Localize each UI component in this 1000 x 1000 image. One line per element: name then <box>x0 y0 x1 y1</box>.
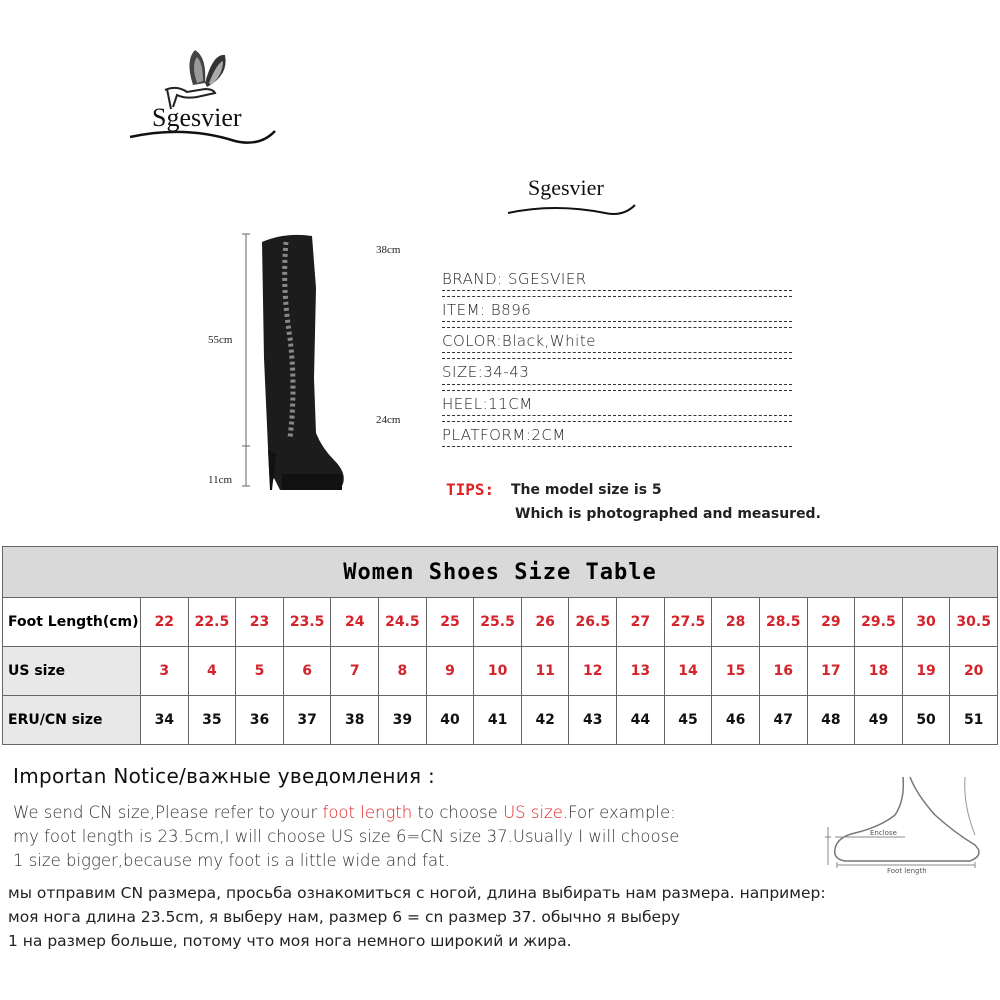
table-cell: 28.5 <box>759 598 807 647</box>
table-cell: 20 <box>950 647 998 696</box>
table-cell: 50 <box>902 696 950 745</box>
spec-heel: HEEL:11CM <box>442 395 533 413</box>
table-cell: 25.5 <box>474 598 522 647</box>
table-cell: 43 <box>569 696 617 745</box>
butterfly-heel-logo <box>125 45 280 155</box>
table-cell: 15 <box>712 647 760 696</box>
table-cell: 38 <box>331 696 379 745</box>
table-cell: 30.5 <box>950 598 998 647</box>
table-cell: 27 <box>617 598 665 647</box>
tips-line-1: The model size is 5 <box>511 482 662 498</box>
spec-divider <box>442 415 792 416</box>
table-cell: 29 <box>807 598 855 647</box>
notice-highlight-us-size: US size <box>503 803 563 822</box>
notice-text: .For example: <box>562 803 676 822</box>
notice-en-line-1 <box>13 803 676 822</box>
table-cell: 35 <box>188 696 236 745</box>
size-table <box>2 546 998 745</box>
tips-label: TIPS: <box>446 480 495 499</box>
table-cell: 4 <box>188 647 236 696</box>
table-cell: 39 <box>379 696 427 745</box>
table-cell: 24 <box>331 598 379 647</box>
spec-divider <box>442 352 792 353</box>
spec-divider <box>442 327 792 328</box>
tips-line-2: Which is photographed and measured. <box>515 506 821 522</box>
notice-ru-line-3: 1 на размер больше, потому что моя нога немного широкий и жира. <box>8 932 572 950</box>
table-cell: 36 <box>236 696 284 745</box>
table-cell: 29.5 <box>855 598 903 647</box>
notice-text: to choose <box>412 803 504 822</box>
dim-total-height: 55cm <box>208 334 233 346</box>
table-cell: 18 <box>855 647 903 696</box>
table-cell: 48 <box>807 696 855 745</box>
table-cell: 42 <box>521 696 569 745</box>
table-cell: 45 <box>664 696 712 745</box>
table-cell: 13 <box>617 647 665 696</box>
table-cell: 26.5 <box>569 598 617 647</box>
table-cell: 22 <box>141 598 189 647</box>
table-cell: 46 <box>712 696 760 745</box>
spec-divider <box>442 296 792 297</box>
spec-divider <box>442 290 792 291</box>
row-header-foot-length: Foot Length(cm) <box>3 598 141 647</box>
table-cell: 47 <box>759 696 807 745</box>
table-cell: 3 <box>141 647 189 696</box>
table-cell: 25 <box>426 598 474 647</box>
table-cell: 5 <box>236 647 284 696</box>
table-cell: 10 <box>474 647 522 696</box>
dim-shaft-top: 38cm <box>376 244 401 256</box>
table-cell: 16 <box>759 647 807 696</box>
spec-divider <box>442 358 792 359</box>
table-row <box>3 598 998 647</box>
spec-item: ITEM: B896 <box>442 301 532 319</box>
row-header-us-size: US size <box>3 647 141 696</box>
boot-image <box>230 228 380 508</box>
dim-lower: 24cm <box>376 414 401 426</box>
notice-ru-line-2: моя нога длина 23.5cm, я выберу нам, размер 6 = cn размер 37. обычно я выберу <box>8 908 681 926</box>
row-header-eru-cn-size: ERU/CN size <box>3 696 141 745</box>
table-cell: 30 <box>902 598 950 647</box>
table-cell: 23 <box>236 598 284 647</box>
brand-logo-small-text: Sgesvier <box>528 175 604 200</box>
table-cell: 27.5 <box>664 598 712 647</box>
table-cell: 12 <box>569 647 617 696</box>
table-cell: 44 <box>617 696 665 745</box>
table-cell: 19 <box>902 647 950 696</box>
table-cell: 24.5 <box>379 598 427 647</box>
table-cell: 11 <box>521 647 569 696</box>
table-cell: 9 <box>426 647 474 696</box>
table-cell: 34 <box>141 696 189 745</box>
spec-divider <box>442 384 792 385</box>
table-cell: 8 <box>379 647 427 696</box>
spec-brand: BRAND: SGESVIER <box>442 270 587 288</box>
table-cell: 37 <box>283 696 331 745</box>
table-cell: 41 <box>474 696 522 745</box>
size-table-title: Women Shoes Size Table <box>3 547 998 598</box>
table-cell: 14 <box>664 647 712 696</box>
spec-platform: PLATFORM:2CM <box>442 426 566 444</box>
spec-divider <box>442 446 792 447</box>
table-cell: 51 <box>950 696 998 745</box>
notice-en-line-2: my foot length is 23.5cm,I will choose US size 6=CN size 37.Usually I will choose <box>13 827 680 846</box>
notice-en-line-3: 1 size bigger,because my foot is a little wide and fat. <box>13 851 450 870</box>
table-cell: 40 <box>426 696 474 745</box>
table-cell: 28 <box>712 598 760 647</box>
enclose-label: Enclose <box>870 829 897 837</box>
dim-heel: 11cm <box>208 474 233 486</box>
table-cell: 6 <box>283 647 331 696</box>
table-row <box>3 696 998 745</box>
notice-ru-line-1: мы отправим CN размера, просьба ознакомиться с ногой, длина выбирать нам размера. например: <box>8 884 826 902</box>
notice-text: We send CN size,Please refer to your <box>13 803 323 822</box>
brand-logo-text: Sgesvier <box>152 103 242 132</box>
foot-length-label: Foot length <box>887 867 927 875</box>
table-cell: 7 <box>331 647 379 696</box>
table-cell: 22.5 <box>188 598 236 647</box>
table-cell: 23.5 <box>283 598 331 647</box>
table-cell: 49 <box>855 696 903 745</box>
spec-size: SIZE:34-43 <box>442 363 530 381</box>
table-row <box>3 647 998 696</box>
notice-highlight-foot-length: foot length <box>322 803 413 822</box>
spec-color: COLOR:Black,White <box>442 332 596 350</box>
spec-divider <box>442 390 792 391</box>
table-cell: 26 <box>521 598 569 647</box>
table-cell: 17 <box>807 647 855 696</box>
spec-divider <box>442 421 792 422</box>
notice-title: Importan Notice/важные уведомления : <box>13 764 436 788</box>
foot-measure-diagram <box>825 775 995 875</box>
spec-divider <box>442 321 792 322</box>
